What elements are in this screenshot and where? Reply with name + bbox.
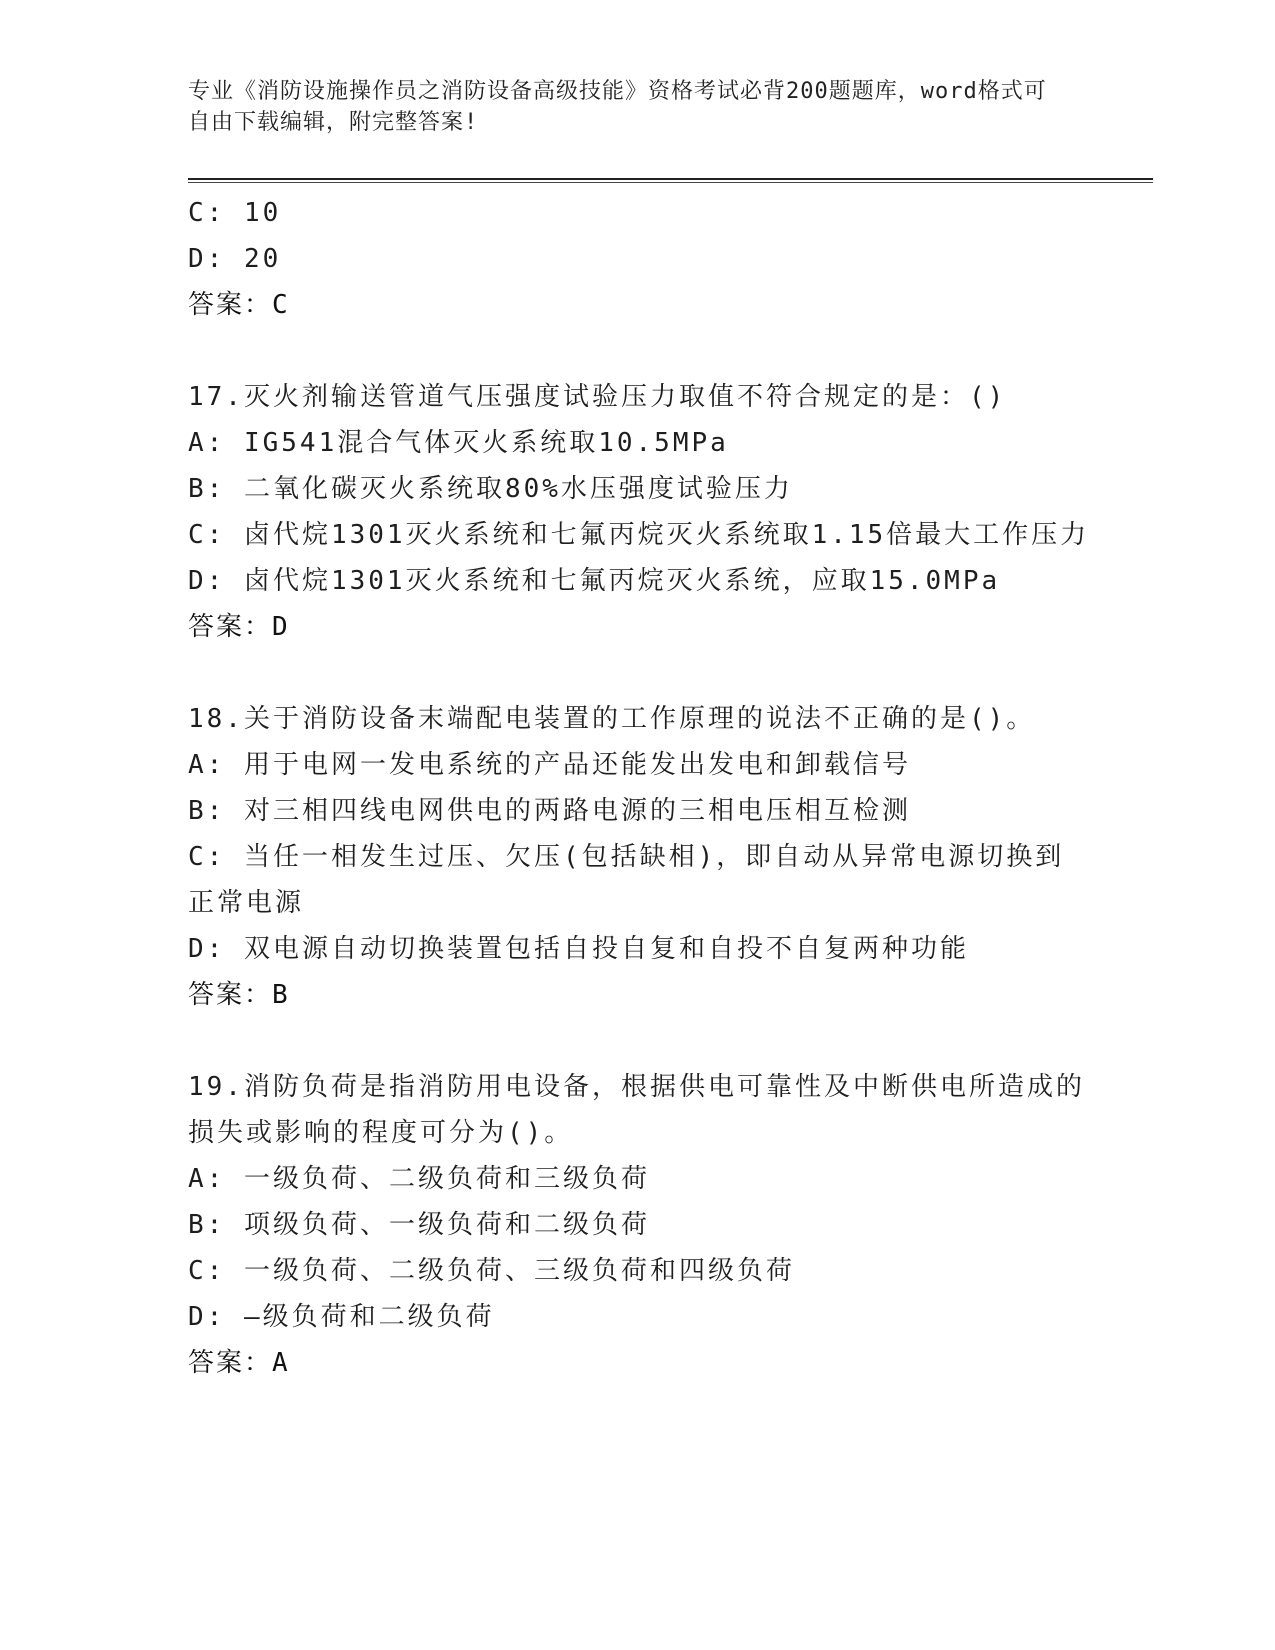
option-c: C: 当任一相发生过压、欠压(包括缺相)，即自动从异常电源切换到正常电源 — [188, 842, 1065, 918]
spacer — [188, 328, 1088, 374]
question-18 — [188, 696, 1088, 1018]
answer-value: B — [272, 980, 290, 1010]
answer-label: 答案： — [188, 1348, 273, 1378]
question-16-continued — [188, 190, 1088, 328]
option-b: B: 项级负荷、一级负荷和二级负荷 — [188, 1210, 650, 1240]
option-a: A: IG541混合气体灭火系统取10.5MPa — [188, 428, 729, 458]
header-divider-thin — [188, 182, 1153, 183]
option-c: C: 卤代烷1301灭火系统和七氟丙烷灭火系统取1.15倍最大工作压力 — [188, 520, 1090, 550]
answer-value: C — [272, 290, 290, 320]
question-stem: 18.关于消防设备末端配电装置的工作原理的说法不正确的是()。 — [188, 704, 1036, 734]
option-c: C: 一级负荷、二级负荷、三级负荷和四级负荷 — [188, 1256, 795, 1286]
answer-line — [188, 282, 1088, 328]
option-d: D: 双电源自动切换装置包括自投自复和自投不自复两种功能 — [188, 934, 969, 964]
document-header: 专业《消防设施操作员之消防设备高级技能》资格考试必背200题题库，word格式可自由下载编辑，附完整答案! — [188, 79, 1047, 135]
option-d: D: —级负荷和二级负荷 — [188, 1302, 495, 1332]
option-c: C: 10 — [188, 198, 282, 228]
answer-value: D — [272, 612, 290, 642]
question-stem: 19.消防负荷是指消防用电设备，根据供电可靠性及中断供电所造成的损失或影响的程度可分为()。 — [188, 1072, 1085, 1148]
answer-label: 答案： — [188, 612, 273, 642]
question-17 — [188, 374, 1088, 650]
option-d: D: 卤代烷1301灭火系统和七氟丙烷灭火系统，应取15.0MPa — [188, 566, 1001, 596]
option-b: B: 对三相四线电网供电的两路电源的三相电压相互检测 — [188, 796, 911, 826]
spacer — [188, 1018, 1088, 1064]
answer-line — [188, 972, 1088, 1018]
option-a: A: 一级负荷、二级负荷和三级负荷 — [188, 1164, 650, 1194]
option-a: A: 用于电网一发电系统的产品还能发出发电和卸载信号 — [188, 750, 911, 780]
header-divider — [188, 178, 1153, 180]
spacer — [188, 650, 1088, 696]
answer-label: 答案： — [188, 980, 273, 1010]
question-list — [188, 190, 1088, 1386]
answer-line — [188, 1340, 1088, 1386]
question-19 — [188, 1064, 1088, 1386]
question-stem: 17.灭火剂输送管道气压强度试验压力取值不符合规定的是：() — [188, 382, 1007, 412]
option-d: D: 20 — [188, 244, 282, 274]
answer-line — [188, 604, 1088, 650]
answer-value: A — [272, 1348, 290, 1378]
answer-label: 答案： — [188, 290, 273, 320]
option-b: B: 二氧化碳灭火系统取80%水压强度试验压力 — [188, 474, 793, 504]
